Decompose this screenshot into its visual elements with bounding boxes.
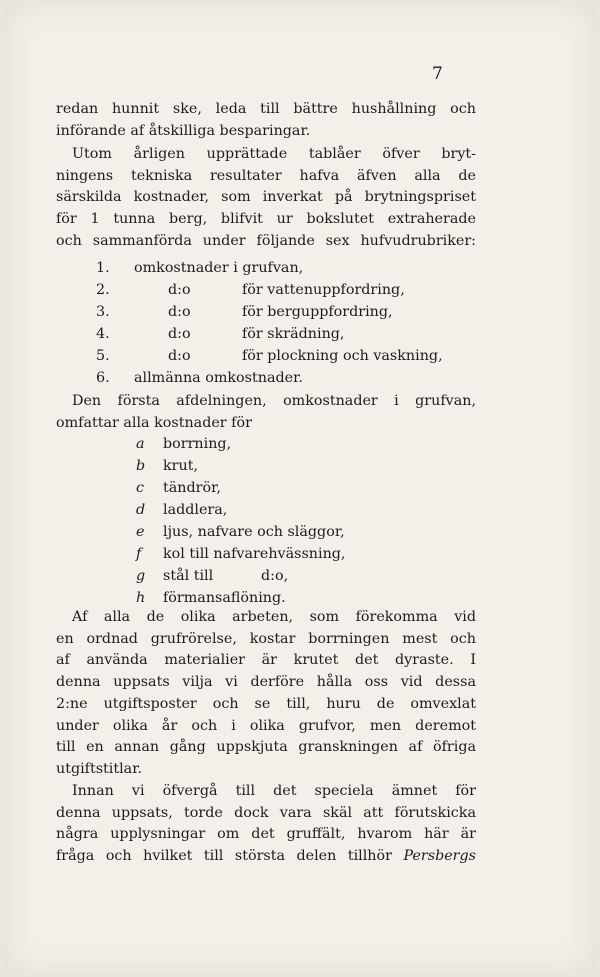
text-line: Af alla de olika arbeten, som förekomma vid — [72, 609, 476, 625]
text-line: införande af åtskilliga besparingar. — [56, 122, 311, 139]
text-line: omfattar alla kostnader för — [56, 414, 252, 431]
page-number: 7 — [432, 64, 443, 84]
text-line: af använda materialier är krutet det dyraste. I — [56, 652, 476, 669]
text-line: under olika år och i olika grufvor, men deremot — [56, 717, 476, 734]
paragraph-innan-vi — [56, 781, 476, 868]
text-line: Utom årligen upprättade tablåer öfver bryt- — [72, 146, 476, 162]
text-line: redan hunnit ske, leda till bättre hushållning och — [56, 101, 476, 117]
text-line: för 1 tunna berg, blifvit ur bokslutet extraherade — [56, 211, 476, 228]
text-line: denna uppsats, torde dock vara skäl att förutskicka — [56, 804, 476, 821]
text-line: några upplysningar om det gruffält, hvarom här är — [56, 826, 476, 843]
paragraph-forsta-afdelningen — [56, 391, 476, 434]
book-page: 7 redan hunnit ske, leda till bättre hushållning och införande af åtskilliga besparingar. Utom årligen upprättade tablåer öfver bryt- ningens tekniska resultater hafva äfven alla de särskilda kostnader, som inverkat på brytningspriset för 1 tunna berg, blifvit ur bokslutet extraherade och sammanförda under följande sex hufvudrubriker: 1. omkostnader i grufvan, 2. d:o för vattenuppfordring, 3. d:o för berguppfordring, 4. d:o för skrädning, 5. d:o för plockning och vaskning, 6. allmänna omkostnader. Den första afdelningen, omkostnader i grufvan, omfattar alla kostnader för a borrning, b krut, c tändrör, d laddlera, e ljus, nafvare och släggor, f kol till nafvarehvässning, g stål till d:o, h förmansaflöning. Af alla de olika arbeten, som förekomma vid en ordnad grufrörelse, kostar borrningen mest och af använda materialier är krutet det dyraste. I denna uppsats vilja vi derföre hålla oss vid dessa 2:ne utgiftsposter och se till, huru de omvexlat under olika år och i olika grufvor, men deremot till en annan gång uppskjuta granskningen af öfriga utgiftstitlar. Innan vi öfvergå till det speciela ämnet för denna uppsats, torde dock vara skäl att förutskicka några upplysningar om det gruffält, hvarom här är fråga och hvilket till största delen tillhör Persbergs — [6, 4, 594, 973]
text-line: fråga och hvilket till största delen tillhör Persbergs — [56, 848, 476, 865]
text-line: och sammanförda under följande sex hufvudrubriker: — [56, 232, 476, 249]
text-line: ningens tekniska resultater hafva äfven alla de — [56, 167, 476, 184]
text-line: särskilda kostnader, som inverkat på brytningspriset — [56, 189, 476, 206]
paragraph-af-alla — [56, 607, 476, 781]
text-line: Den första afdelningen, omkostnader i grufvan, — [72, 393, 476, 409]
text-line: utgiftstitlar. — [56, 760, 143, 777]
text-line: en ordnad grufrörelse, kostar borrningen mest och — [56, 630, 476, 647]
text-line: denna uppsats vilja vi derföre hålla oss vid dessa — [56, 674, 476, 691]
paragraph-continuation — [56, 99, 476, 142]
italic-place-name: Persbergs — [403, 848, 476, 865]
text-line: Innan vi öfvergå till det speciela ämnet för — [72, 783, 476, 799]
text-line: till en annan gång uppskjuta granskningen af öfriga — [56, 739, 476, 756]
paragraph-tablaer — [56, 144, 476, 253]
text-line: 2:ne utgiftsposter och se till, huru de omvexlat — [56, 695, 476, 712]
